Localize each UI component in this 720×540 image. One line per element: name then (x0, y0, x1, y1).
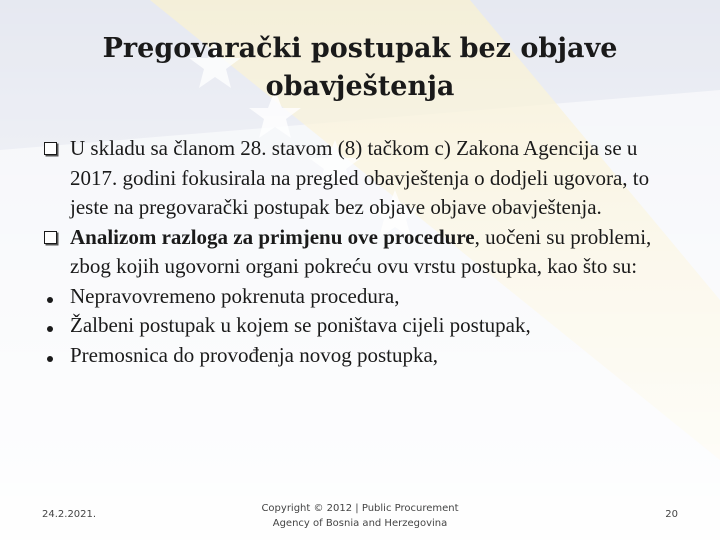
footer-copyright (230, 501, 490, 531)
footer-date: 24.2.2021. (42, 509, 97, 520)
checkbox-bullet-icon (44, 134, 66, 164)
list-item (44, 223, 684, 282)
bullet-dot-icon (44, 282, 66, 312)
slide-title-line1: Pregovarački postupak bez objave (102, 33, 618, 64)
list-item-text: Nepravovremeno pokrenuta procedura, (70, 283, 400, 308)
list-item-bold-text: Analizom razloga za primjenu ove procedure (70, 224, 475, 249)
footer-copyright-line2: Agency of Bosnia and Herzegovina (272, 518, 448, 529)
list-item (44, 134, 684, 223)
checkbox-bullet-icon (44, 223, 66, 253)
slide-title-line2: obavještenja (265, 71, 455, 102)
footer-copyright-line1: Copyright © 2012 | Public Procurement (261, 503, 459, 514)
list-item-text: Žalbeni postupak u kojem se poništava cijeli postupak, (70, 313, 531, 337)
list-item-text: , uočeni su problemi, zbog kojih ugovorni organi pokreću ovu vrstu postupka, kao što su: (70, 224, 652, 278)
list-item-text: U skladu sa članom 28. stavom (8) tačkom c) Zakona Agencija se u 2017. godini fokusirala na pregled obavještenja o dodjeli ugovora, to jeste na pregovarački postupak bez objave objave obavještenja. (70, 136, 650, 219)
slide-title (60, 30, 660, 106)
bullet-dot-icon (44, 341, 66, 371)
list-item (44, 282, 684, 312)
slide-body (44, 134, 684, 370)
bullet-dot-icon (44, 311, 66, 341)
page-number: 20 (665, 509, 678, 520)
list-item (44, 341, 684, 371)
list-item-text: Premosnica do provođenja novog postupka, (70, 342, 439, 367)
list-item (44, 311, 684, 341)
